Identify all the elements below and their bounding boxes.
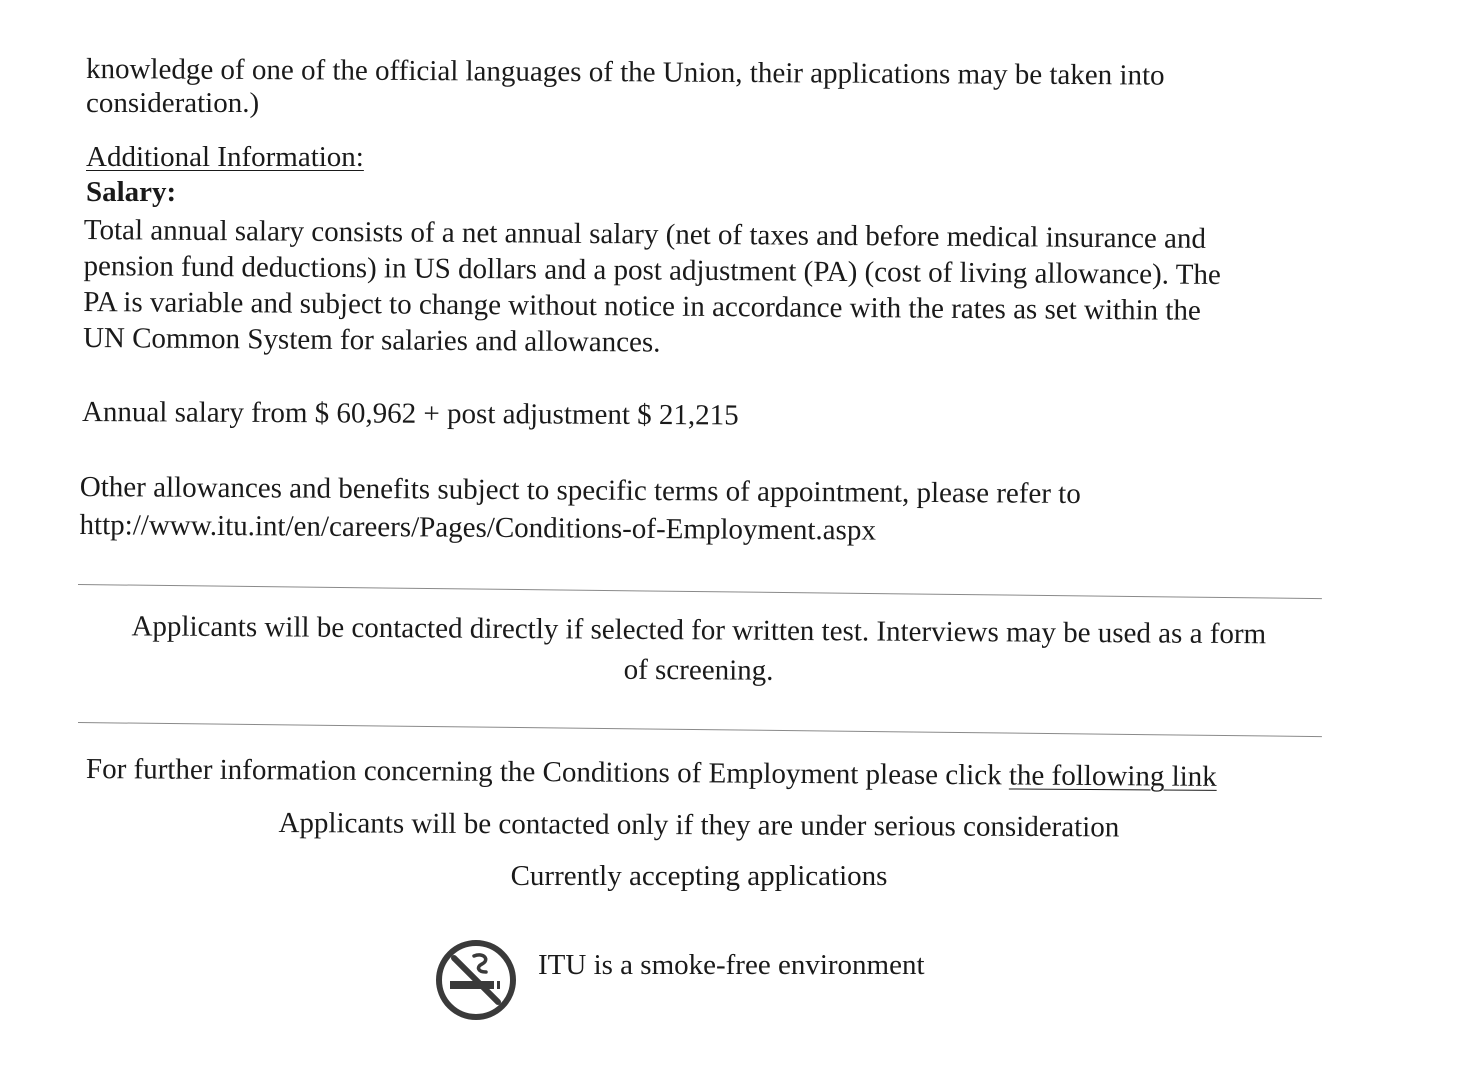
divider bbox=[78, 584, 1322, 599]
salary-paragraph-line: PA is variable and subject to change without notice in accordance with the rates as set within the bbox=[83, 285, 1201, 327]
salary-heading: Salary: bbox=[86, 176, 177, 208]
application-status bbox=[86, 856, 1312, 896]
divider bbox=[78, 722, 1322, 737]
smoke-free-notice bbox=[434, 938, 925, 1022]
other-allowances bbox=[79, 468, 1080, 551]
salary-paragraph-line: pension fund deductions) in US dollars and a post adjustment (PA) (cost of living allowance). The bbox=[83, 249, 1221, 291]
other-allowances-line: Other allowances and benefits subject to specific terms of appointment, please refer to bbox=[79, 470, 1081, 510]
contact-notice-line-2: of screening. bbox=[623, 653, 774, 687]
further-info-text: For further information concerning the Conditions of Employment please click bbox=[85, 753, 1010, 792]
salary-paragraph-line: Total annual salary consists of a net annual salary (net of taxes and before medical insurance and bbox=[83, 213, 1207, 255]
further-info-line bbox=[86, 752, 1217, 794]
salary-paragraph bbox=[83, 212, 1221, 365]
contact-notice bbox=[85, 606, 1312, 695]
smoke-free-text: ITU is a smoke-free environment bbox=[538, 949, 925, 981]
intro-line-1: knowledge of one of the official languages of the Union, their applications may be taken into bbox=[85, 53, 1165, 92]
application-status-text: Currently accepting applications bbox=[510, 860, 888, 892]
conditions-url: http://www.itu.int/en/careers/Pages/Conditions-of-Employment.aspx bbox=[79, 508, 876, 547]
conditions-link[interactable]: the following link bbox=[1008, 759, 1217, 793]
no-smoking-icon bbox=[434, 938, 518, 1022]
additional-info-heading: Additional Information: bbox=[86, 141, 364, 173]
annual-salary-text: Annual salary from $ 60,962 + post adjustment $ 21,215 bbox=[81, 396, 739, 432]
contact-notice-line-1: Applicants will be contacted directly if selected for written test. Interviews may be used as a form bbox=[131, 610, 1267, 651]
serious-consideration-text: Applicants will be contacted only if they are under serious consideration bbox=[278, 807, 1120, 844]
intro-line-2: consideration.) bbox=[86, 87, 260, 119]
salary-paragraph-line: UN Common System for salaries and allowances. bbox=[82, 321, 661, 359]
serious-consideration-notice bbox=[86, 802, 1312, 848]
